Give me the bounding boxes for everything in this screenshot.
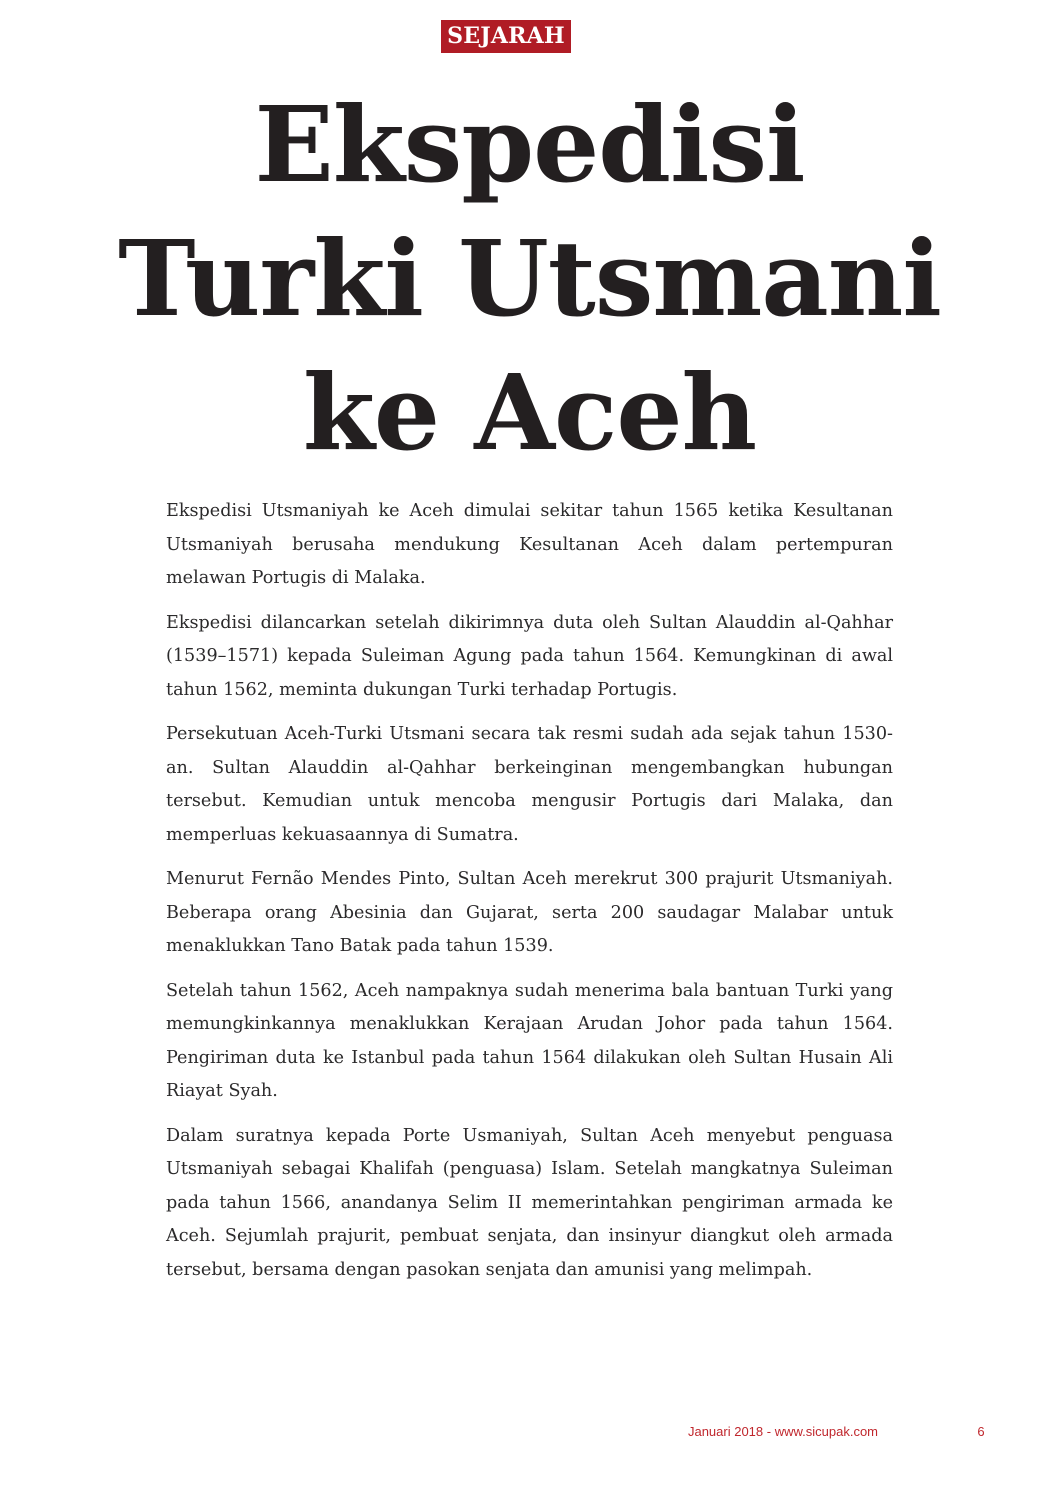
headline-line-2: Turki Utsmani [118,217,941,340]
article-paragraph: Ekspedisi dilancarkan setelah dikirimnya duta oleh Sultan Alauddin al-Qahhar (1539–1571) kepada Suleiman Agung pada tahun 1564. Kemungkinan di awal tahun 1562, meminta dukungan Turki terhadap Portugis. [166,612,893,700]
headline-line-3: ke Aceh [302,351,757,474]
article-paragraph: Persekutuan Aceh-Turki Utsmani secara tak resmi sudah ada sejak tahun 1530-an. Sultan Alauddin al-Qahhar berkeinginan mengembangkan hubungan tersebut. Kemudian untuk mencoba mengusir Portugis dari Malaka, dan memperluas kekuasaannya di Sumatra. [166,724,893,845]
section-tag: SEJARAH [441,20,571,53]
footer-credit: Januari 2018 - www.sicupak.com [687,1424,878,1439]
article-headline [100,78,959,480]
article-paragraph: Dalam suratnya kepada Porte Usmaniyah, Sultan Aceh menyebut penguasa Utsmaniyah sebagai Khalifah (penguasa) Islam. Setelah mangkatnya Suleiman pada tahun 1566, anandanya Selim II memerintahkan pengiriman armada ke Aceh. Sejumlah prajurit, pembuat senjata, dan insinyur diangkut oleh armada tersebut, bersama dengan pasokan senjata dan amunisi yang melimpah. [166,1125,893,1280]
article-paragraph: Ekspedisi Utsmaniyah ke Aceh dimulai sekitar tahun 1565 ketika Kesultanan Utsmaniyah berusaha mendukung Kesultanan Aceh dalam pertempuran melawan Portugis di Malaka. [166,501,893,588]
article-paragraph: Menurut Fernão Mendes Pinto, Sultan Aceh merekrut 300 prajurit Utsmaniyah. Beberapa orang Abesinia dan Gujarat, serta 200 saudagar Malabar untuk menaklukkan Tano Batak pada tahun 1539. [166,869,893,956]
article-paragraph: Setelah tahun 1562, Aceh nampaknya sudah menerima bala bantuan Turki yang memungkinkannya menaklukkan Kerajaan Arudan Johor pada tahun 1564. Pengiriman duta ke Istanbul pada tahun 1564 dilakukan oleh Sultan Husain Ali Riayat Syah. [166,980,893,1101]
headline-line-1: Ekspedisi [254,83,805,206]
article-body [166,495,893,1298]
page-number: 6 [977,1424,985,1439]
